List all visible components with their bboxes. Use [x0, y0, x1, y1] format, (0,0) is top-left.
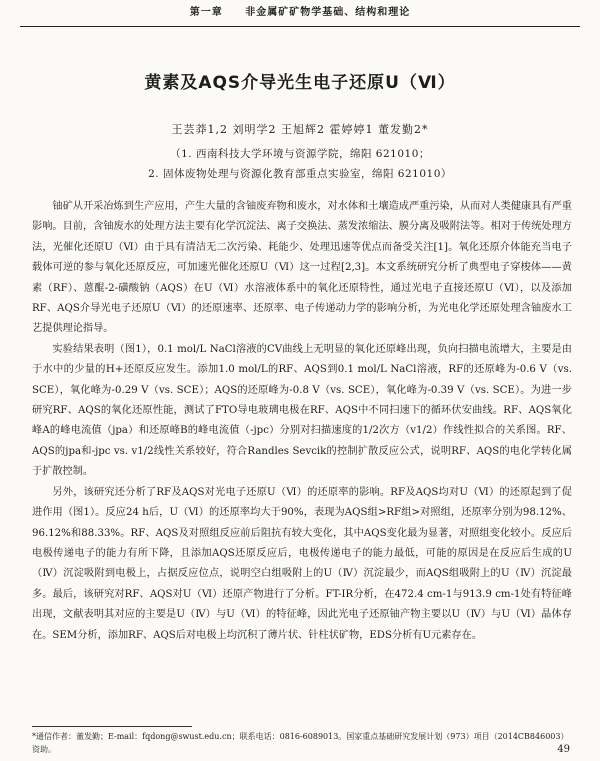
- page-number: 49: [557, 744, 570, 755]
- paragraph-3: 另外，该研究还分析了RF及AQS对光电子还原U（Ⅵ）的还原率的影响。RF及AQS均对U（Ⅵ）的还原起到了促进作用（图1）。反应24 h后，U（Ⅵ）的还原率均大于90%，表现为AQS组>RF组>对照组，还原率分别为98.12%、96.12%和88.33%。RF、AQS及对照组反应前后阻抗有较大变化，其中AQS变化最为显著，对照组变化较小。反应后电极传递电子的能力有所下降，且添加AQS还原反应后，电极传递电子的能力最低，可能的原因是在反应后生成的U（Ⅳ）沉淀吸附到电极上，占据反应位点，说明空白组吸附上的U（Ⅳ）沉淀最少，而AQS组吸附上的U（Ⅳ）沉淀最多。最后，该研究对RF、AQS对U（Ⅵ）还原产物进行了分析。FT-IR分析，在472.4 cm-1与913.9 cm-1处有特征峰出现，文献表明其对应的主要是U（Ⅳ）与U（Ⅵ）的特征峰，因此光电子还原铀产物主要以U（Ⅳ）与U（Ⅵ）晶体存在。SEM分析，添加RF、AQS后对电极上均沉积了薄片状、针柱状矿物，EDS分析有U元素存在。: [32, 486, 572, 641]
- author-list: 王芸莽1,2 刘明学2 王旭辉2 霍婷婷1 董发勤2*: [171, 123, 429, 136]
- paragraph-2: 实验结果表明（图1），0.1 mol/L NaCl溶液的CV曲线上无明显的氧化还原峰出现，负向扫描电流增大，主要是由于水中的少量的H+还原反应发生。添加1.0 mol/L的RF、AQS到0.1 mol/L NaCl溶液，RF的还原峰为-0.6 V（vs. SCE），氧化峰为-0.29 V（vs. SCE）；AQS的还原峰为-0.8 V（vs. SCE），氧化峰为-0.39 V（vs. SCE）。为进一步研究RF、AQS的氧化还原性能，测试了FTO导电玻璃电极在RF、AQS中不同扫速下的循环伏安曲线。RF、AQS氧化峰A的峰电流值（jpa）和还原峰B的峰电流值（-jpc）分别对扫描速度的1/2次方（v1/2）作线性拟合的关系图。RF、AQS的jpa和-jpc vs. v1/2线性关系较好，符合Randles Sevcik的控制扩散反应公式，说明RF、AQS的电化学转化属于扩散控制。: [32, 343, 572, 478]
- footnote: *通信作者：董发勤；E-mail：fqdong@swust.edu.cn；联系电话：0816-6089013。国家重点基础研究发展计划（973）项目（2014CB846003）资助。: [32, 732, 569, 754]
- affiliation-2: 2. 固体废物处理与资源化教育部重点实验室，绵阳 621010）: [148, 168, 452, 180]
- affiliation-1: （1. 西南科技大学环境与资源学院，绵阳 621010；: [170, 148, 430, 160]
- paragraph-1: 铀矿从开采冶炼到生产应用，产生大量的含铀废弃物和废水，对水体和土壤造成严重污染，从而对人类健康具有严重影响。目前，含铀废水的处理方法主要有化学沉淀法、离子交换法、蒸发浓缩法、膜分离及吸附法等。相对于传统处理方法，光催化还原U（Ⅵ）由于具有清洁无二次污染、耗能少、处理迅速等优点而备受关注[1]。氧化还原介体能充当电子载体可逆的参与氧化还原反应，可加速光催化还原U（Ⅵ）这一过程[2,3]。本文系统研究分析了典型电子穿梭体——黄素（RF）、蒽醌-2-磺酸钠（AQS）在U（Ⅵ）水溶液体系中的氧化还原特性，通过光电子直接还原U（Ⅵ），以及添加RF、AQS介导光电子还原U（Ⅵ）的还原速率、还原率、电子传递动力学的影响分析，为光电化学还原处理含铀废水工艺提供理论指导。: [32, 201, 572, 335]
- section-label: 非金属矿矿物学基础、结构和理论: [245, 7, 411, 18]
- chapter-label: 第一章: [189, 7, 223, 18]
- body-text: [32, 197, 572, 646]
- footnote-rule: [32, 726, 192, 727]
- running-header: [20, 0, 580, 27]
- paper-title: 黄素及AQS介导光生电子还原U（Ⅵ）: [144, 73, 456, 93]
